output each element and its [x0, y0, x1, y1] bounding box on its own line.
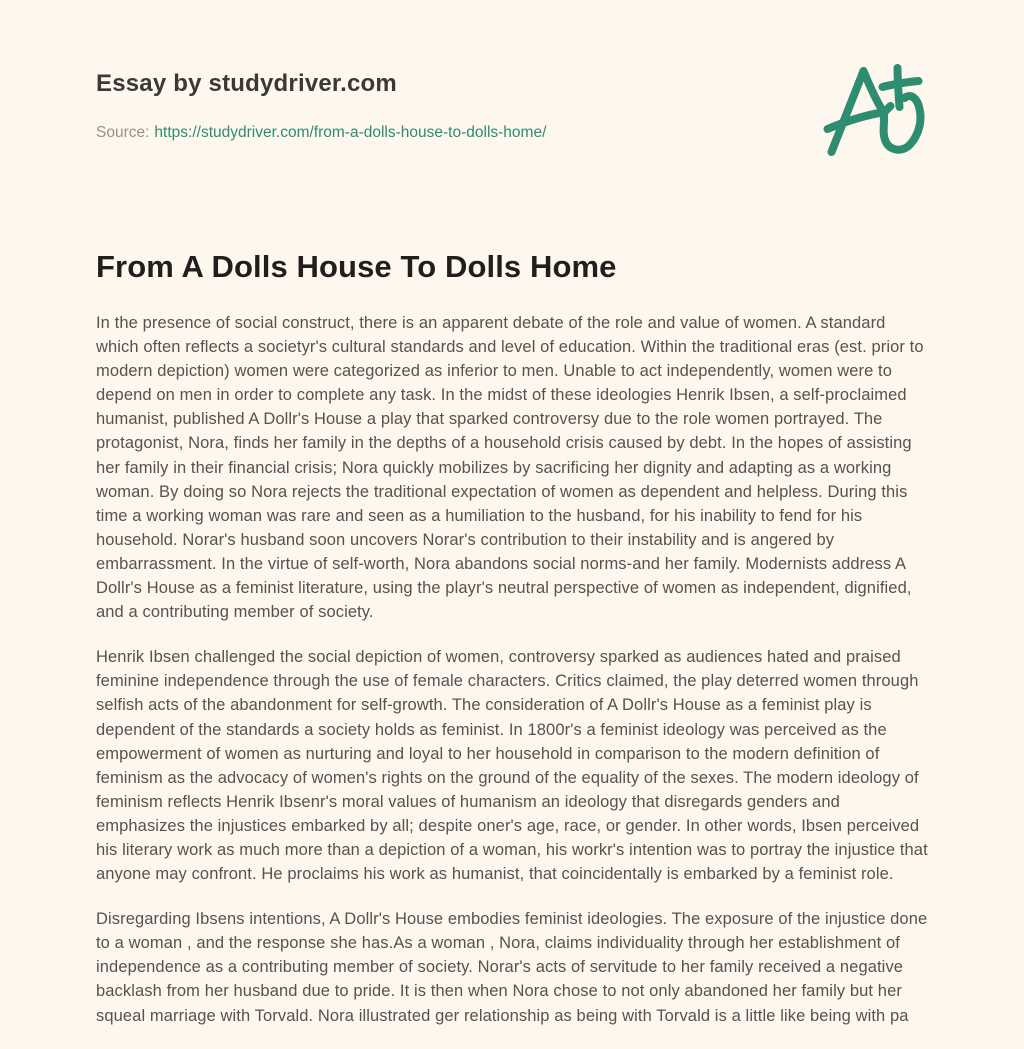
essay-body	[96, 249, 932, 1049]
essay-paragraph-2: Henrik Ibsen challenged the social depiction of women, controversy sparked as audiences hated and praised feminine independence through the use of female characters. Critics claimed, the play deterred women through selfish acts of the abandonment for self-growth. The consideration of A Dollr's House as a feminist play is dependent of the standards a society holds as feminist. In 1800r's a feminist ideology was perceived as the empowerment of women as nurturing and loyal to her household in comparison to the modern definition of feminism as the advocacy of women's rights on the ground of the equality of the sexes. The modern ideology of feminism reflects Henrik Ibsenr's moral values of humanism an ideology that disregards genders and emphasizes the injustices embarked by all; despite oner's age, race, or gender. In other words, Ibsen perceived his literary work as much more than a depiction of a woman, his workr's intention was to portray the injustice that anyone may confront. He proclaims his work as humanist, that coincidentally is embarked by a feminist role.	[96, 648, 928, 884]
site-heading: Essay by studydriver.com	[96, 70, 397, 97]
studydriver-a-plus-logo-icon	[823, 62, 931, 162]
source-label: Source:	[96, 124, 150, 141]
source-line	[96, 123, 546, 143]
source-link[interactable]: https://studydriver.com/from-a-dolls-house-to-dolls-home/	[154, 124, 547, 141]
essay-paragraph-1: In the presence of social construct, there is an apparent debate of the role and value of women. A standard which often reflects a societyr's cultural standards and level of education. Within the traditional eras (est. prior to modern depiction) women were categorized as inferior to men. Unable to act independently, women were to depend on men in order to complete any task. In the midst of these ideologies Henrik Ibsen, a self-proclaimed humanist, published A Dollr's House a play that sparked controversy due to the role women portrayed. The protagonist, Nora, finds her family in the depths of a household crisis caused by debt. In the hopes of assisting her family in their financial crisis; Nora quickly mobilizes by sacrificing her dignity and adapting as a working woman. By doing so Nora rejects the traditional expectation of women as dependent and helpless. During this time a working woman was rare and seen as a humiliation to the husband, for his inability to fend for his household. Norar's husband soon uncovers Norar's contribution to their instability and is angered by embarrassment. In the virtue of self-worth, Nora abandons social norms-and her family. Modernists address A Dollr's House as a feminist literature, using the playr's neutral perspective of women as independent, dignified, and a contributing member of society.	[96, 314, 924, 622]
essay-paragraph-3: Disregarding Ibsens intentions, A Dollr's House embodies feminist ideologies. The exposure of the injustice done to a woman , and the response she has.As a woman , Nora, claims individuality through her establishment of independence as a contributing member of society. Norar's acts of servitude to her family received a negative backlash from her husband due to pride. It is then when Nora chose to not only abandoned her family but her squeal marriage with Torvald. Nora illustrated ger relationship as being with Torvald is a little like being with pa	[96, 910, 928, 1025]
essay-title: From A Dolls House To Dolls Home	[96, 249, 617, 284]
